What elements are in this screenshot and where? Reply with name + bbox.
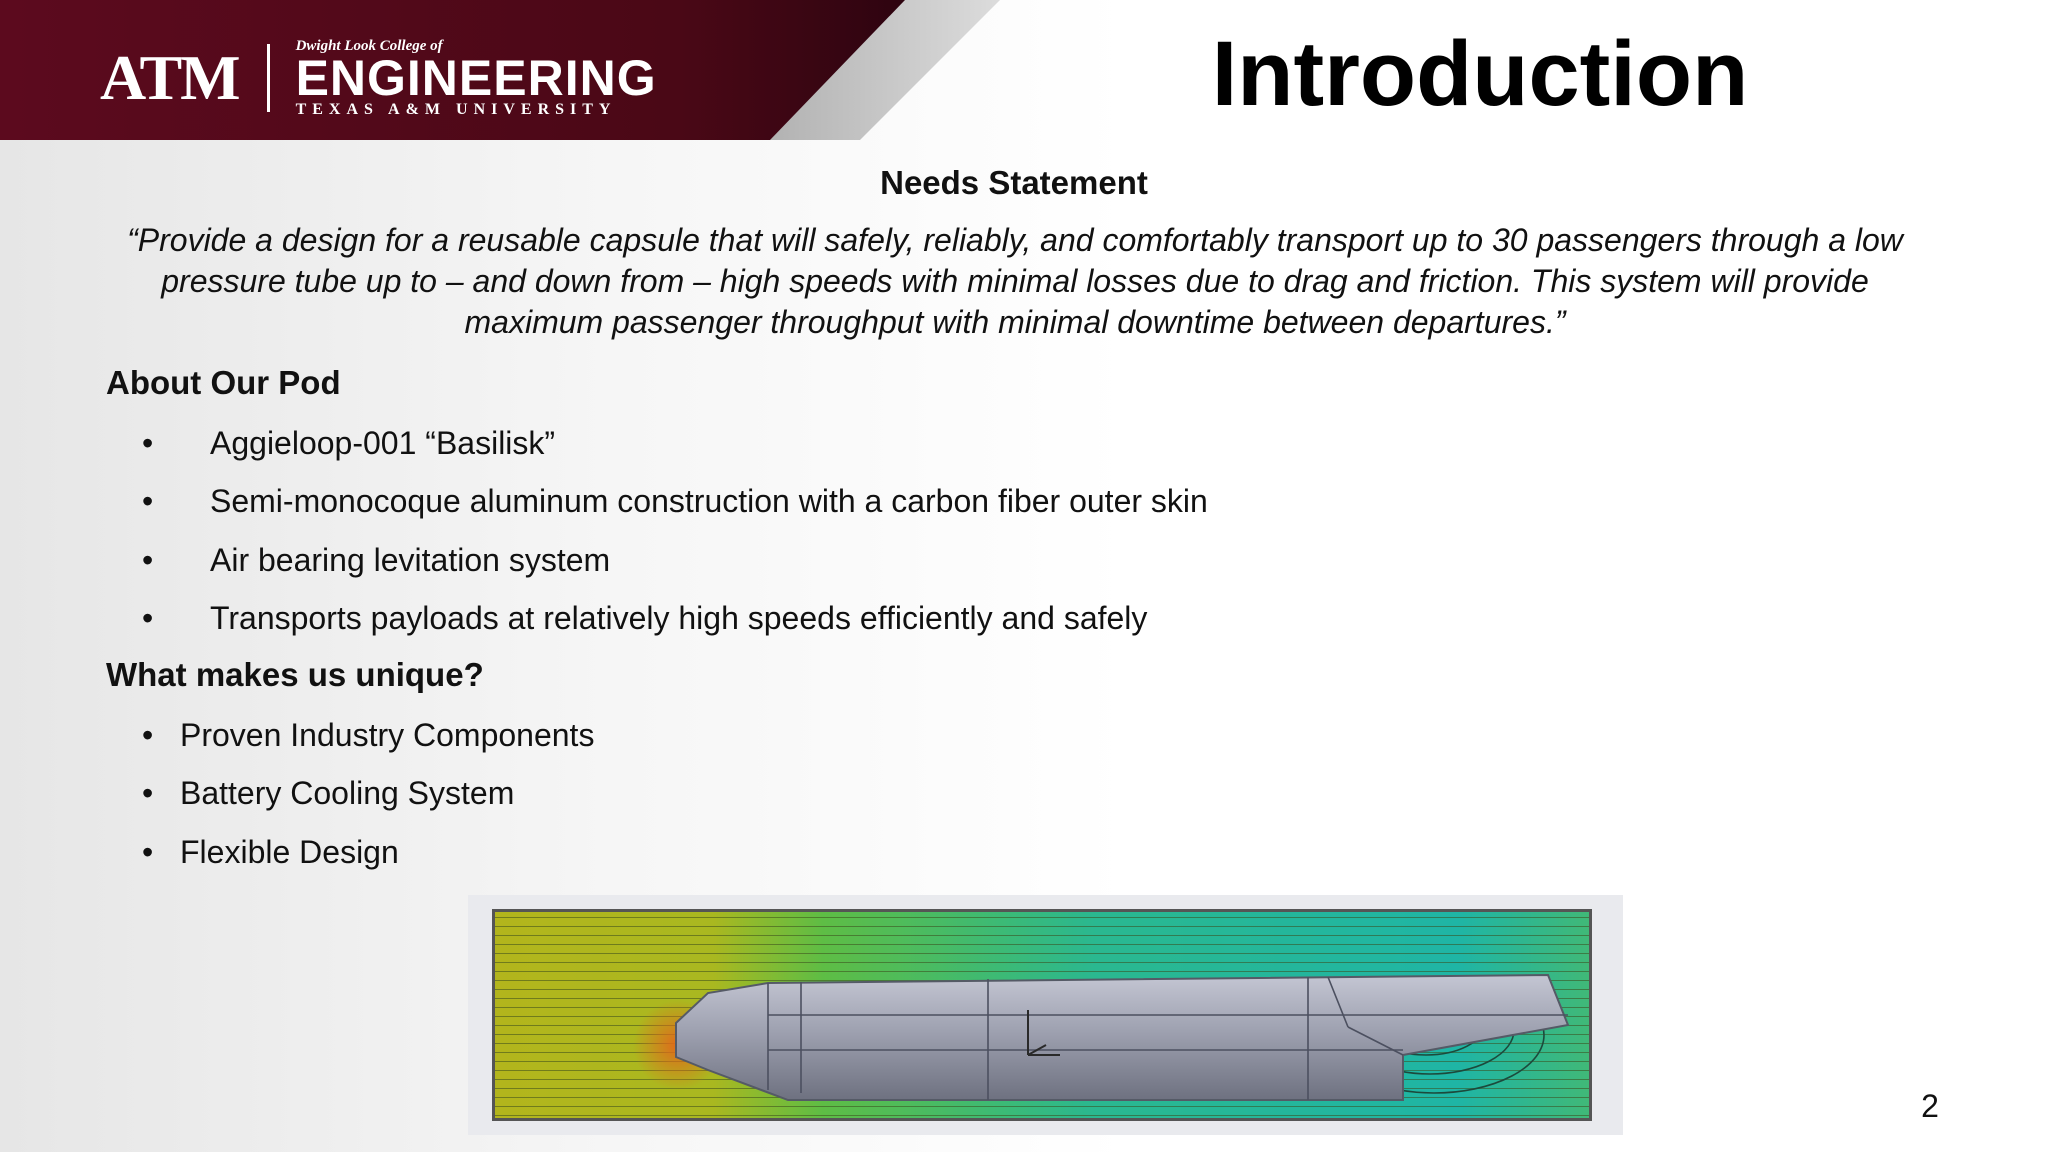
about-pod-list: [106, 414, 1208, 648]
list-item: [106, 706, 594, 765]
atm-logo-mark: ATM: [100, 42, 239, 113]
list-item-text: Semi-monocoque aluminum construction with a carbon fiber outer skin: [210, 483, 1208, 520]
pod-cfd-flow-image: [468, 895, 1623, 1135]
bullet-icon: •: [142, 775, 154, 812]
bullet-icon: •: [142, 483, 154, 520]
list-item-text: Transports payloads at relatively high speeds efficiently and safely: [210, 600, 1148, 637]
logo-college-name: Dwight Look College of: [295, 37, 443, 54]
list-item-text: Air bearing levitation system: [210, 541, 611, 578]
bullet-icon: •: [142, 716, 154, 753]
page-number: 2: [1921, 1088, 1939, 1124]
list-item-text: Proven Industry Components: [180, 716, 595, 753]
slide-title: Introduction: [1211, 23, 1749, 125]
logo-university-name: TEXAS A&M UNIVERSITY: [295, 100, 617, 118]
list-item-text: Battery Cooling System: [180, 775, 515, 812]
bullet-icon: •: [142, 600, 154, 637]
needs-statement-heading: Needs Statement: [880, 164, 1148, 201]
logo-department-name: ENGINEERING: [295, 49, 657, 106]
logo-wordmark: [296, 38, 657, 119]
about-pod-heading: About Our Pod: [106, 364, 341, 401]
bullet-icon: •: [142, 541, 154, 578]
list-item: [106, 531, 1208, 590]
tamu-engineering-logo: [100, 38, 657, 118]
list-item: [106, 414, 1208, 473]
logo-divider: [267, 44, 270, 112]
list-item: [106, 590, 1208, 649]
unique-list: [106, 706, 594, 882]
unique-heading: What makes us unique?: [106, 656, 484, 693]
list-item-text: Flexible Design: [180, 833, 399, 870]
list-item: [106, 473, 1208, 532]
list-item: [106, 823, 594, 882]
needs-statement-quote: “Provide a design for a reusable capsule that will safely, reliably, and comfortably transport up to 30 passengers through a low pressure tube up to – and down from – high speeds with minimal losses due to drag and friction. This system will provide maximum passenger throughput with minimal downtime between departures.”: [127, 222, 1903, 340]
bullet-icon: •: [142, 833, 154, 870]
list-item: [106, 765, 594, 824]
list-item-text: Aggieloop-001 “Basilisk”: [210, 424, 556, 461]
bullet-icon: •: [142, 424, 154, 461]
